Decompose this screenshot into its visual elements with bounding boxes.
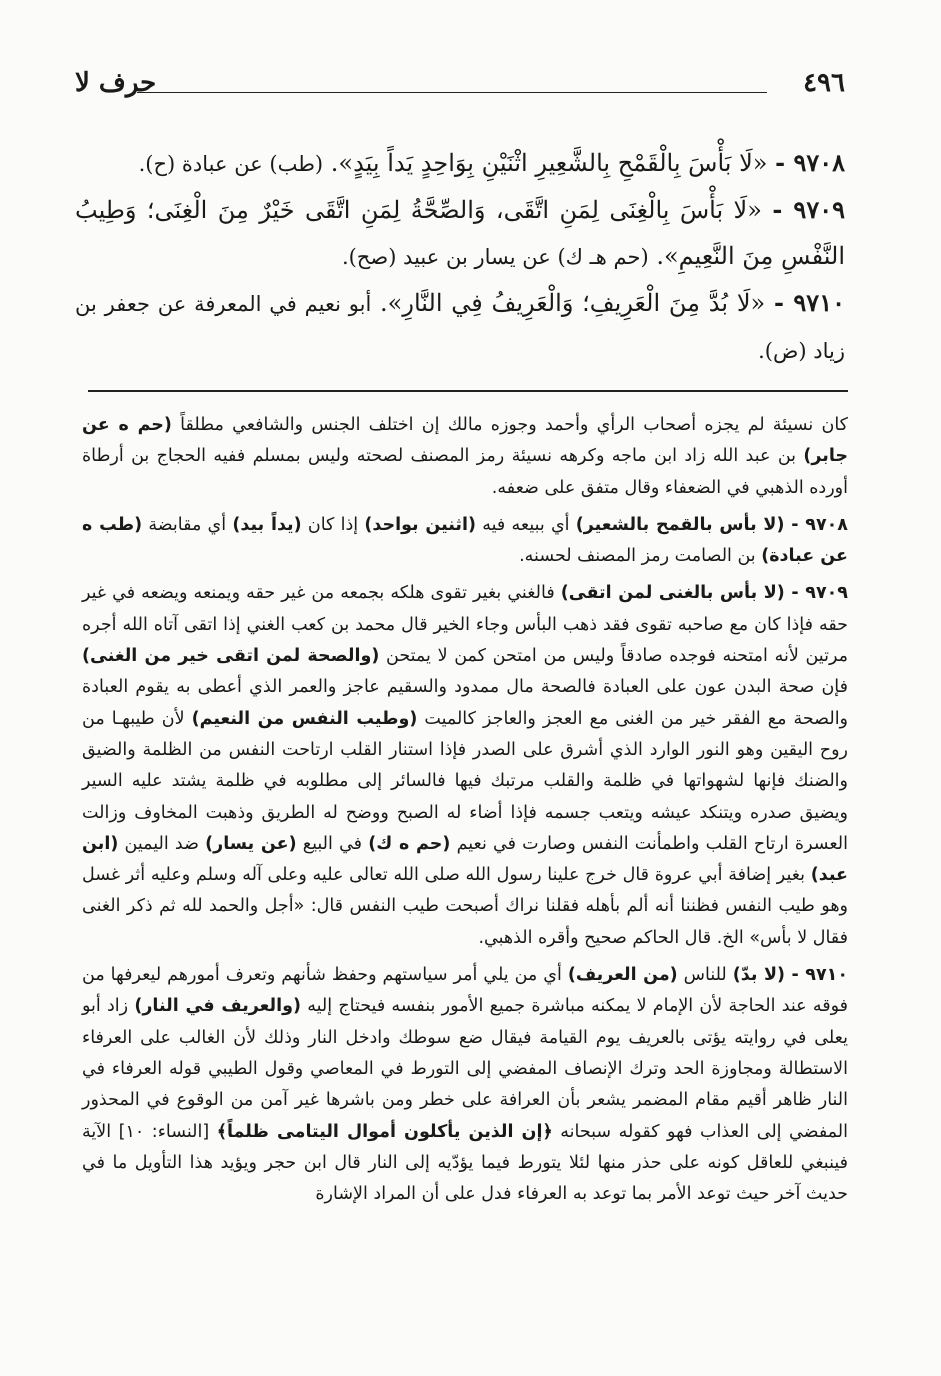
commentary-lemma: (حم ه عن جابر) (82, 415, 848, 467)
commentary-text: فإن صحة البدن عون على العبادة فالصحة مال ممدود والسقيم عاجز والعمر الذي أعطى به يقوم العبادة والصحة مع الفقر خير من الغنى مع العجز والعاجز كالميت (82, 677, 849, 729)
commentary-text: أي من يلي أمر سياستهم وحفظ شأنهم وتعرف أمورهم ليعرفها من فوقه عند الحاجة لأن الإمام لا يمكنه مباشرة جميع الأمور بنفسه فيحتاج إليه (82, 965, 848, 1017)
commentary-text: إذا كان (301, 514, 365, 535)
hadith-entry (75, 280, 845, 374)
hadith-text: «لَا بَأْسَ بِالْغِنَى لِمَنِ اتَّقَى، وَالصِّحَّةُ لِمَنِ اتَّقَى خَيْرٌ مِنَ الْغِنَى؛ وَطِيبُ النَّفْسِ مِنَ النَّعِيمِ». (75, 196, 845, 270)
commentary-text: بن عبد الله زاد ابن ماجه وكرهه نسيئة رمز المصنف لصحته وليس بمسلم ففيه الحجاج بن أرطاة أورده الذهبي في الضعفاء وقال متفق على ضعفه. (82, 446, 848, 498)
commentary-lemma: (يداً بيد) (232, 514, 302, 535)
hadith-text: «لَا بَأْسَ بِالْقَمْحِ بِالشَّعِيرِ اثْنَيْنِ بِوَاحِدٍ يَداً بِيَدٍ». (330, 149, 768, 177)
commentary-lemma: (حم ه ك) (368, 833, 451, 854)
commentary-text: كان نسيئة لم يجزه أصحاب الرأي وأحمد وجوزه مالك إن اختلف الجنس والشافعي مطلقاً (171, 415, 848, 435)
commentary-lemma: ٩٧٠٨ - (لا بأس بالقمح بالشعير) (575, 514, 848, 535)
commentary-lemma: (والعريف في النار) (134, 996, 302, 1017)
header-rule (137, 92, 767, 93)
hadith-section (75, 140, 845, 374)
commentary-lemma: (ابن عبد) (82, 833, 848, 886)
commentary-text: ضد اليمين (118, 833, 206, 854)
commentary-paragraph (82, 578, 848, 954)
commentary-section (82, 410, 848, 1216)
hadith-text: «لَا بُدَّ مِنَ الْعَرِيفِ؛ وَالْعَرِيفُ فِي النَّارِ». (380, 289, 766, 317)
hadith-source: (حم هـ ك) عن يسار بن عبيد (صح). (341, 245, 649, 269)
commentary-text: فالغني بغير تقوى هلكه بجمعه من غير حقه ويمنعه ويضعه في غير حقه فإذا كان مع صاحبه تقوى فقد ذهب البأس وجاء الخير قال محمد بن كعب الغني إذا اتقى آتاه الله أجره مرتين لأنه امتحنه فوجده صادقاً وليس من امتحن كمن لا يمتحن (82, 583, 848, 667)
commentary-text: في البيع (296, 833, 369, 854)
commentary-lemma: (والصحة لمن اتقى خير من الغنى) (82, 646, 380, 667)
commentary-text: زاد أبو يعلى في روايته يؤتى بالعريف يوم القيامة فيقال ضع سوطك وادخل النار وذلك لأن الغالب على العرفاء الاستطالة ومجاوزة الحد وترك الإنصاف المفضي إلى التورط في المعاصي وقول الطيبي قوله العرفاء في النار ظاهر أقيم مقام المضمر يشعر بأن العرافة على خطر ومن باشرها غير آمن من الوقوع في المحذور المفضي إلى العذاب فهو كقوله سبحانه (82, 996, 848, 1142)
hadith-number: ٩٧٠٨ - (775, 148, 845, 177)
commentary-text: للناس (677, 965, 733, 986)
section-divider (88, 390, 848, 392)
commentary-lemma: ٩٧٠٩ - (لا بأس بالغنى لمن اتقى) (560, 583, 848, 604)
page-number: ٤٩٦ (803, 68, 845, 98)
commentary-text: أي مقابضة (142, 514, 233, 535)
hadith-number: ٩٧١٠ - (773, 288, 845, 317)
commentary-lemma: (وطيب النفس من النعيم) (191, 708, 418, 729)
hadith-entry (75, 187, 845, 280)
hadith-number: ٩٧٠٩ - (772, 195, 845, 224)
hadith-source: أبو نعيم في المعرفة عن جعفر بن زياد (ض). (75, 292, 845, 363)
commentary-lemma: ﴿إن الذين يأكلون أموال اليتامى ظلماً﴾ (216, 1121, 553, 1142)
commentary-text: لأن طيبهـا من روح اليقين وهو النور الوارد الذي أشرق على الصدر فإذا استنار القلب ارتاحت النفس من الظلمة والضيق والضنك فإنها لشهواتها في ظلمة والقلب مرتبك فيها فالسائر إلى مطلوبه في ظلمة يشتد عليه السير ويضيق صدره ويتنكد عيشه ويتعب جسمه فإذا أضاء له الصبح ووضح له الطريق وذهبت المخاوف وزالت العسرة ارتاح القلب واطمأنت النفس وصارت في نعيم (82, 708, 848, 854)
commentary-paragraph (82, 410, 848, 504)
commentary-lemma: (من العريف) (567, 965, 678, 986)
commentary-text: بن الصامت رمز المصنف لحسنه. (519, 546, 762, 567)
commentary-paragraph (82, 510, 848, 573)
commentary-lemma: ٩٧١٠ - (لا بدّ) (732, 965, 849, 986)
commentary-text: بغير إضافة أبي عروة قال خرج علينا رسول الله صلى الله تعالى عليه وعلى آله وسلم وعليه أثر غسل وهو طيب النفس فظننا أنه ألم بأهله فقلنا نراك أصبحت طيب النفس قال: «أجل والحمد لله ثم ذكر الغنى فقال لا بأس» الخ. قال الحاكم صحيح وأقره الذهبي. (82, 865, 848, 948)
chapter-title: حرف لا (75, 68, 157, 98)
commentary-text: أي ببيعه فيه (476, 514, 576, 535)
commentary-lemma: (عن يسار) (205, 833, 297, 854)
commentary-lemma: (اثنين بواحد) (364, 514, 476, 535)
commentary-lemma: (طب ه عن عبادة) (82, 514, 848, 567)
hadith-entry (75, 140, 845, 187)
page-header (75, 68, 845, 108)
hadith-source: (طب) عن عبادة (ح). (138, 152, 324, 176)
commentary-paragraph (82, 960, 848, 1210)
commentary-text: [النساء: ١٠] الآية فينبغي للعاقل كونه على حذر منها لئلا يتورط فيما يؤدّيه إلى النار قال ابن حجر ويؤيد هذا التأويل ما في حديث آخر حيث توعد الأمر بما توعد به العرفاء فدل على أن المراد الإشارة (82, 1121, 848, 1205)
